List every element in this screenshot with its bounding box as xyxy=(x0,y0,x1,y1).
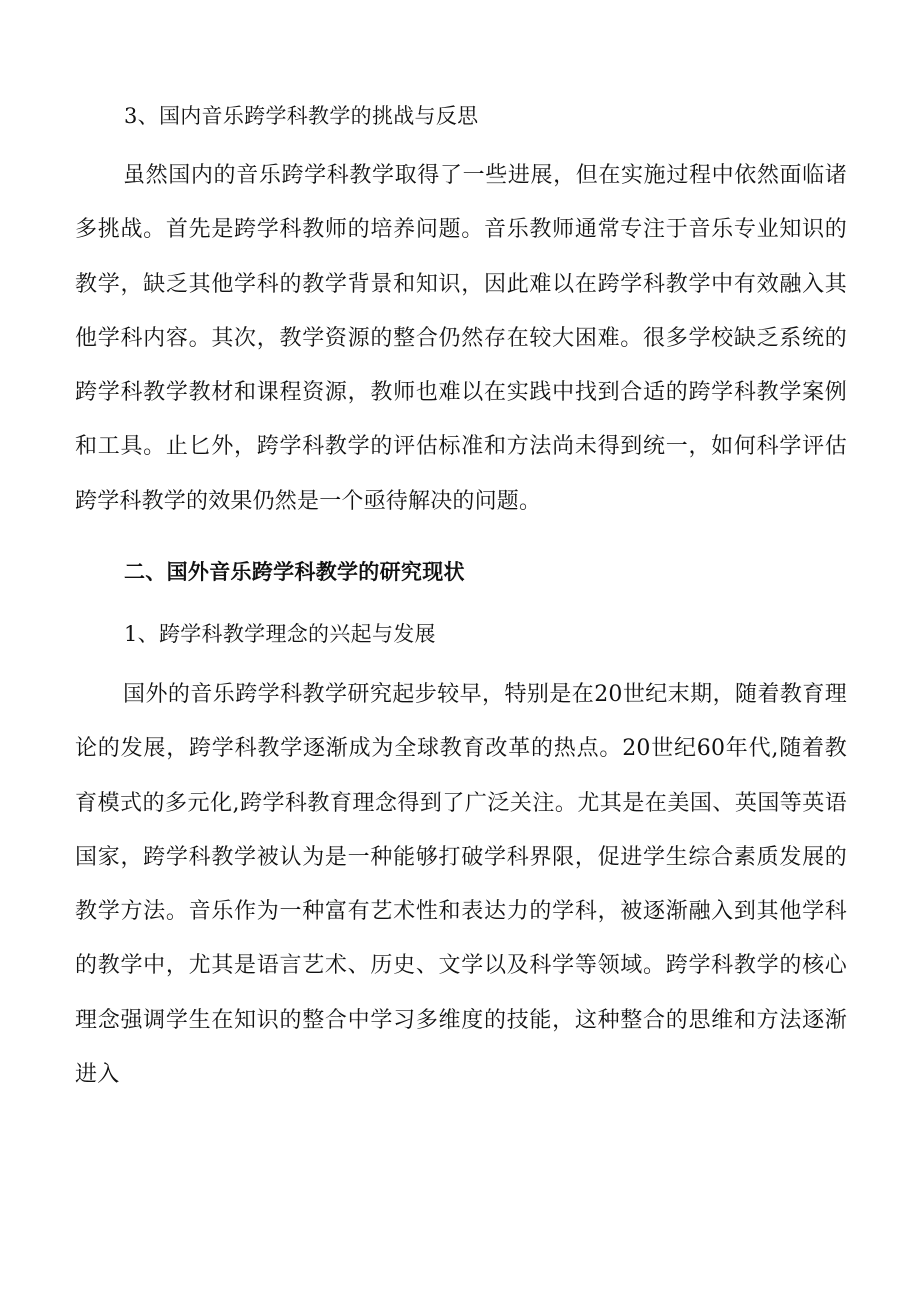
section-heading-domestic-challenges: 3、国内音乐跨学科教学的挑战与反思 xyxy=(124,104,479,128)
paragraph-concept-origin: 国外的音乐跨学科教学研究起步较早，特别是在20世纪末期，随着教育理论的发展，跨学科教学逐渐成为全球教育改革的热点。20世纪60年代,随着教育模式的多元化,跨学科教育理念得到了广泛关注。尤其是在美国、英国等英语国家，跨学科教学被认为是一种能够打破学科界限，促进学生综合素质发展的教学方法。音乐作为一种富有艺术性和表达力的学科，被逐渐融入到其他学科的教学中，尤其是语言艺术、历史、文学以及科学等领域。跨学科教学的核心理念强调学生在知识的整合中学习多维度的技能，这种整合的思维和方法逐渐进入 xyxy=(75,682,847,1088)
paragraph-domestic-challenges: 虽然国内的音乐跨学科教学取得了一些进展，但在实施过程中依然面临诸多挑战。首先是跨学科教师的培养问题。音乐教师通常专注于音乐专业知识的教学，缺乏其他学科的教学背景和知识，因此难以在跨学科教学中有效融入其他学科内容。其次，教学资源的整合仍然存在较大困难。很多学校缺乏系统的跨学科教学教材和课程资源，教师也难以在实践中找到合适的跨学科教学案例和工具。止匕外，跨学科教学的评估标准和方法尚未得到统一，如何科学评估跨学科教学的效果仍然是一个亟待解决的问题。 xyxy=(75,163,847,514)
section-heading-concept-rise: 1、跨学科教学理念的兴起与发展 xyxy=(124,622,436,646)
part-heading-foreign-research: 二、国外音乐跨学科教学的研究现状 xyxy=(124,559,465,584)
